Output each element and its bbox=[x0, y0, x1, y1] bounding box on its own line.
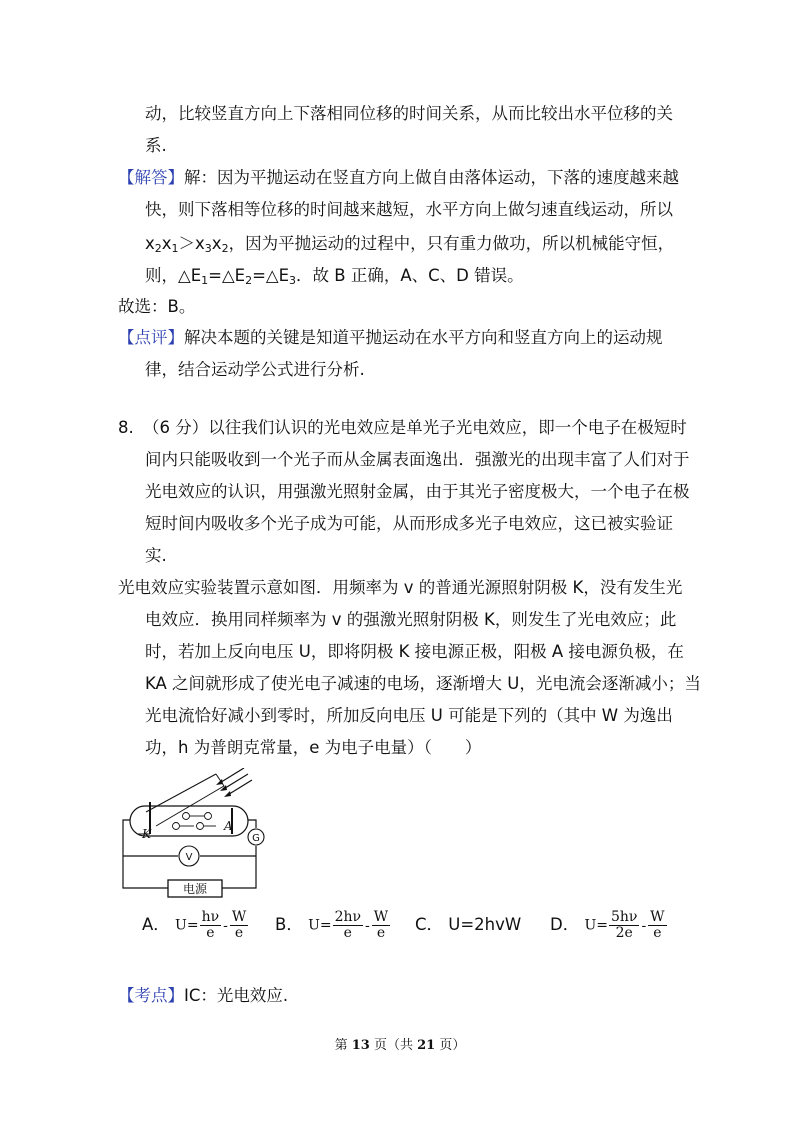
page-total: 21 bbox=[417, 1038, 436, 1053]
math-text: U= bbox=[175, 917, 199, 934]
solution-text: ．故 B 正确，A、C、D 错误。 bbox=[296, 266, 524, 285]
fraction: $\frac{W}{e}$ bbox=[650, 909, 665, 941]
option-b bbox=[275, 910, 391, 941]
question-line bbox=[118, 418, 687, 438]
label-g: G bbox=[252, 833, 260, 844]
question-line: 光电效应实验装置示意如图．用频率为 v 的普通光源照射阴极 K，没有发生光 bbox=[118, 578, 683, 597]
option-label: A． bbox=[142, 915, 170, 934]
fraction: $\frac{5h\nu}{2e}$ bbox=[611, 909, 638, 941]
solution-line bbox=[145, 234, 674, 254]
math-text: ￼x bbox=[211, 234, 222, 253]
subscript: 2 bbox=[221, 242, 229, 255]
solution-line bbox=[118, 168, 679, 188]
math-text: =△E bbox=[252, 266, 290, 285]
light-arrow-icon bbox=[224, 791, 231, 797]
subscript: 2 bbox=[154, 242, 162, 255]
page-number: 13 bbox=[351, 1038, 370, 1053]
option-label: B． bbox=[275, 915, 303, 934]
question-line: 功，h 为普朗克常量，e 为电子电量）（ ） bbox=[145, 738, 482, 757]
footer-text: 第 bbox=[334, 1038, 352, 1053]
label-k: K bbox=[142, 827, 151, 841]
electron-icon bbox=[173, 823, 180, 830]
electron-icon bbox=[205, 813, 212, 820]
solution-line: 快，则下落相等位移的时间越来越短，水平方向上做匀速直线运动，所以 bbox=[145, 200, 673, 219]
math-text: - bbox=[641, 917, 647, 934]
footer-text: 页） bbox=[435, 1038, 466, 1053]
math-text: x bbox=[145, 234, 155, 253]
solution-text: ，因为平抛运动的过程中，只有重力做功，所以机械能守恒， bbox=[228, 234, 675, 253]
option-d bbox=[550, 910, 668, 941]
subscript: 1 bbox=[171, 242, 179, 255]
label-v: V bbox=[185, 852, 193, 863]
question-number: 8. bbox=[118, 418, 134, 437]
kaodian-line bbox=[118, 986, 288, 1006]
kaodian-tag: 【考点】 bbox=[118, 986, 184, 1005]
option-label: C． bbox=[415, 915, 444, 934]
subscript: 3 bbox=[204, 242, 212, 255]
kaodian-text: IC：光电效应. bbox=[184, 986, 289, 1005]
fraction: $\frac{W}{e}$ bbox=[373, 909, 389, 941]
comment-line: 律，结合运动学公式进行分析. bbox=[145, 360, 365, 379]
math-text: ￼x bbox=[161, 234, 172, 253]
solution-line bbox=[145, 266, 524, 286]
electron-icon bbox=[183, 813, 190, 820]
comment-line bbox=[118, 328, 663, 348]
math-text: ＞x bbox=[178, 234, 205, 253]
question-line: 光电流恰好减小到零时，所加反向电压 U 可能是下列的（其中 W 为逸出 bbox=[145, 706, 673, 725]
label-a: A bbox=[224, 819, 233, 833]
question-line: 短时间内吸收多个光子成为可能，从而形成多光子电效应，这已被实验证 bbox=[145, 514, 673, 533]
fraction: $\frac{h\nu}{e}$ bbox=[201, 909, 220, 941]
analysis-line: 动，比较竖直方向上下落相同位移的时间关系，从而比较出水平位移的关 bbox=[145, 104, 673, 123]
math-text: - bbox=[223, 917, 228, 934]
math-text: 则，△E bbox=[145, 266, 202, 285]
photoelectric-circuit-diagram bbox=[120, 768, 270, 898]
option-c bbox=[415, 910, 521, 940]
analysis-line: 系. bbox=[145, 136, 167, 155]
choice-line: 故选：B。 bbox=[118, 297, 196, 316]
question-line: 实. bbox=[145, 546, 167, 565]
subscript: 3 bbox=[289, 274, 297, 287]
option-text: U=2hv￼W bbox=[448, 915, 522, 934]
option-label: D． bbox=[550, 915, 580, 934]
question-text: （6 分）以往我们认识的光电效应是单光子光电效应，即一个电子在极短时 bbox=[143, 418, 687, 437]
option-a bbox=[142, 910, 249, 941]
math-text: U= bbox=[584, 917, 608, 934]
wire bbox=[222, 846, 256, 888]
question-line: 时，若加上反向电压 U，即将阴极 K 接电源正极，阳极 A 接电源负极，在 bbox=[145, 642, 684, 661]
page-footer bbox=[0, 1034, 800, 1053]
label-power: 电源 bbox=[182, 882, 208, 896]
fraction: $\frac{W}{e}$ bbox=[231, 909, 247, 941]
comment-tag: 【点评】 bbox=[118, 328, 184, 347]
subscript: 1 bbox=[201, 274, 209, 287]
math-text: - bbox=[365, 917, 370, 934]
electron-icon bbox=[197, 823, 204, 830]
question-line: 光电效应的认识，用强激光照射金属，由于其光子密度极大，一个电子在极 bbox=[145, 482, 690, 501]
wire bbox=[248, 820, 256, 828]
question-line: 电效应．换用同样频率为 v 的强激光照射阴极 K，则发生了光电效应；此 bbox=[145, 610, 677, 629]
fraction: $\frac{2h\nu}{e}$ bbox=[334, 909, 362, 941]
question-line: KA 之间就形成了使光电子减速的电场，逐渐增大 U，光电流会逐渐减小；当 bbox=[145, 674, 701, 693]
subscript: 2 bbox=[245, 274, 253, 287]
solution-tag: 【解答】 bbox=[118, 168, 184, 187]
solution-text: 解：因为平抛运动在竖直方向上做自由落体运动，下落的速度越来越 bbox=[184, 168, 679, 187]
question-line: 间内只能吸收到一个光子而从金属表面逸出．强激光的出现丰富了人们对于 bbox=[145, 450, 690, 469]
footer-text: 页（共 bbox=[369, 1038, 418, 1053]
comment-text: 解决本题的关键是知道平抛运动在水平方向和竖直方向上的运动规 bbox=[184, 328, 663, 347]
math-text: =△E bbox=[208, 266, 246, 285]
math-text: U= bbox=[308, 917, 332, 934]
